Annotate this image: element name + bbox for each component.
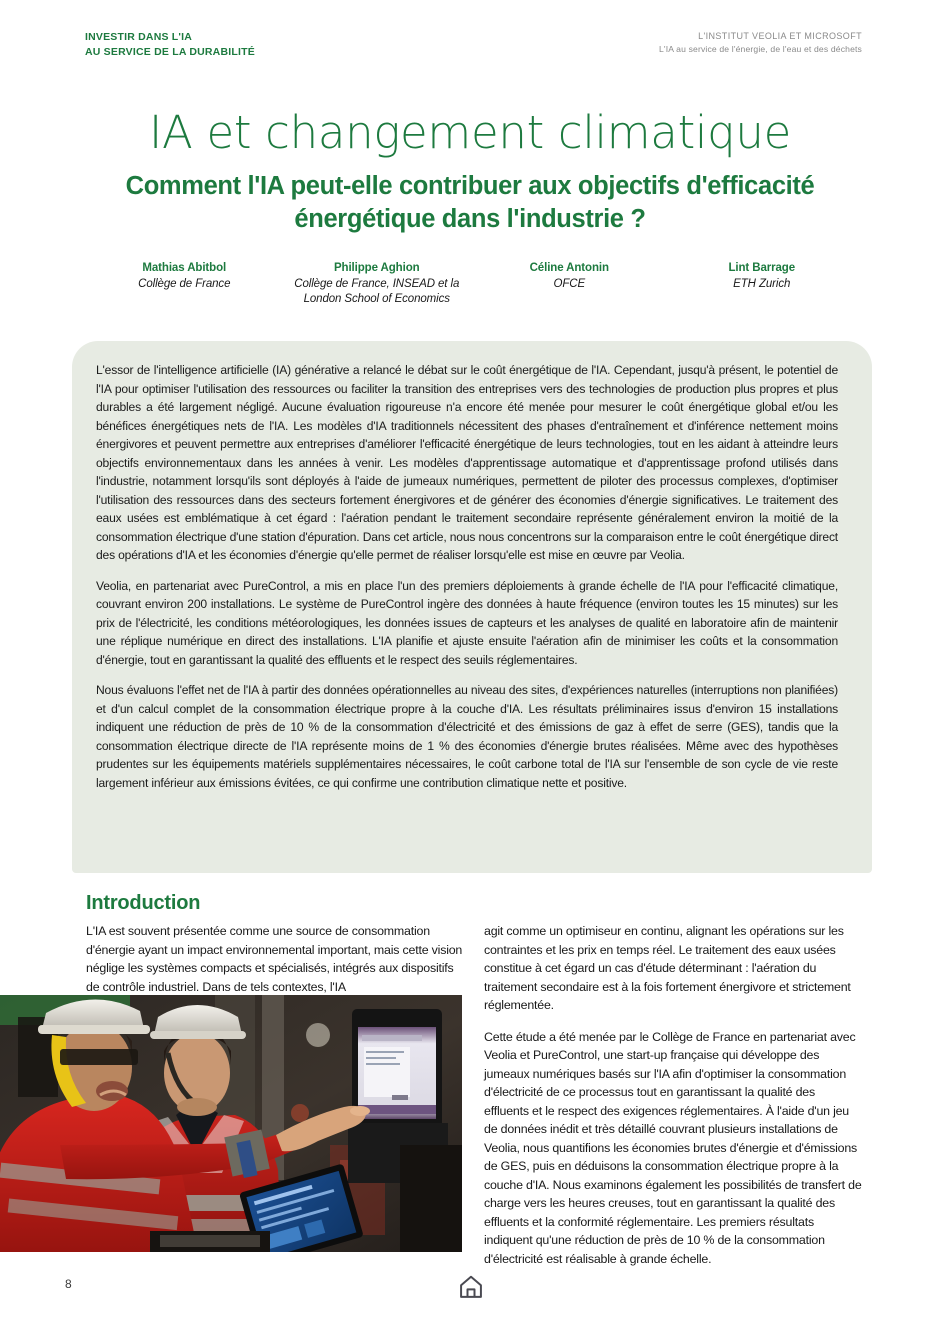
- abstract-paragraph: Nous évaluons l'effet net de l'IA à partir des données opérationnelles au niveau des sites, d'expériences naturelles (interruptions non planifiées) et d'un calcul complet de la consommation électrique propre à la couche d'IA. Les résultats préliminaires issus d'environ 15 installations indiquent une réduction de près de 10 % de la consommation d'électricité et des émissions de gaz à effet de serre (GES), tandis que la consommation électrique directe de l'IA représente moins de 1 % des économies d'énergie brutes réalisées. Même avec des hypothèses prudentes sur les équipements matériels supplémentaires nécessaires, le coût carbone total de l'IA sur l'ensemble de son cycle de vie reste largement inférieur aux émissions évitées, ce qui confirme une contribution climatique nette et positive.: [96, 683, 838, 790]
- header-right-line1: L'INSTITUT VEOLIA ET MICROSOFT: [698, 31, 862, 41]
- abstract-paragraph: Veolia, en partenariat avec PureControl, a mis en place l'un des premiers déploiements à grande échelle de l'IA pour l'efficacité climatique, couvrant environ 200 installations. Le système de PureControl ingère des données à haute fréquence (environ toutes les 15 minutes) sur les prix de l'électricité, les conditions météorologiques, les données issues de capteurs et les analyses de qualité en laboratoire afin de maintenir une réplique numérique en direct des installations. L'IA planifie et ajuste ensuite l'aération afin de minimiser les coûts et la consommation d'énergie, tout en garantissant la qualité des effluents et le respect des seuils réglementaires.: [96, 578, 838, 667]
- intro-paragraph: L'IA est souvent présentée comme une source de consommation d'énergie ayant un impact environnemental important, mais cette vision néglige les systèmes compacts et spécialisés, intégrés aux dispositifs de contrôle industriel. Dans de tels contextes, l'IA: [86, 924, 463, 994]
- industrial-workers-photo: [0, 995, 462, 1252]
- page-number: 8: [65, 1277, 72, 1291]
- intro-column-right: [484, 922, 862, 1281]
- running-header: [0, 30, 940, 70]
- author-list: [88, 261, 858, 307]
- header-right-block: [659, 30, 862, 56]
- section-heading-introduction: Introduction: [86, 892, 201, 914]
- intro-paragraph: agit comme un optimiseur en continu, alignant les opérations sur les contraintes et les prix en temps réel. Le traitement des eaux usées constitue à cet égard un cas d'étude déterminant : l'aération du traitement secondaire est à la fois fortement énergivore et strictement réglementée.: [484, 924, 851, 1012]
- author-affiliation: Collège de France: [138, 278, 231, 290]
- home-icon[interactable]: [457, 1273, 485, 1301]
- author-entry: [473, 261, 666, 292]
- author-entry: [281, 261, 474, 307]
- author-name: Lint Barrage: [728, 262, 796, 274]
- photo-illustration: [0, 995, 462, 1252]
- author-affiliation: OFCE: [553, 278, 586, 290]
- header-right-line2: L'IA au service de l'énergie, de l'eau et des déchets: [658, 44, 862, 54]
- header-left-line2: AU SERVICE DE LA DURABILITÉ: [85, 46, 255, 58]
- author-name: Mathias Abitbol: [142, 262, 227, 274]
- author-entry: [666, 261, 859, 292]
- header-left-block: [85, 30, 255, 60]
- intro-paragraph: Cette étude a été menée par le Collège de France en partenariat avec Veolia et PureControl, une start-up française qui développe des jumeaux numériques basés sur l'IA afin d'optimiser la consommation d'électricité de ce processus tout en garantissant la qualité des effluents et le respect des exigences réglementaires. À l'aide d'un jeu de données inédit et très détaillé couvrant plusieurs installations de Veolia, nous quantifions les économies brutes d'énergie et d'émissions de GES, puis en déduisons la consommation électrique propre à la couche d'IA. Nous examinons également les possibilités de transfert de charge vers les heures creuses, tout en garantissant la qualité des effluents et la conformité réglementaire. Les premiers résultats indiquent qu'une réduction de près de 10 % de la consommation d'électricité est réalisable à grande échelle.: [484, 1029, 862, 1266]
- author-name: Philippe Aghion: [333, 262, 420, 274]
- header-left-line1: INVESTIR DANS L'IA: [85, 31, 193, 43]
- abstract-paragraph: L'essor de l'intelligence artificielle (IA) générative a relancé le débat sur le coût énergétique de l'IA. Cependant, jusqu'à présent, le potentiel de l'IA pour optimiser l'utilisation des ressources ou faciliter la transition des entreprises vers des technologies de production plus propres et plus durables a été largement négligé. Aucune évaluation rigoureuse n'a encore été menée pour mesurer le coût énergétique global et/ou les bénéfices énergétiques nets de l'IA. Les modèles d'IA traditionnels nécessitent des phases d'entraînement et d'inférence nettement moins énergivores et peuvent permettre aux entreprises d'améliorer l'efficacité énergétique de leurs technologies, tout en les aidant à atteindre leurs objectifs environnementaux dans les années à venir. Les modèles d'apprentissage automatique et d'apprentissage profond utilisés dans l'industrie, notamment lorsqu'ils sont déployés à l'aide de jumeaux numériques, permettent de piloter des processus complexes, d'optimiser l'utilisation des ressources dans des secteurs fortement énergivores et de générer des économies d'énergie significatives. Le traitement des eaux usées est emblématique à cet égard : l'aération pendant le traitement secondaire représente généralement environ la moitié de la consommation électrique d'une station d'épuration. Dans cet article, nous nous concentrons sur la comparaison entre le coût énergétique direct des opérations d'IA et les économies d'énergie qu'elle permet de réaliser lorsqu'elle est mise en œuvre par Veolia.: [96, 363, 838, 562]
- page-subtitle: Comment l'IA peut-elle contribuer aux objectifs d'efficacité énergétique dans l'industrie ?: [125, 172, 815, 233]
- page-title: IA et changement climatique: [148, 106, 791, 159]
- author-affiliation: ETH Zurich: [733, 278, 791, 290]
- author-name: Céline Antonin: [529, 262, 609, 274]
- author-entry: [88, 261, 281, 292]
- author-affiliation: Collège de France, INSEAD et la London School of Economics: [294, 278, 460, 305]
- abstract-box: [72, 341, 872, 873]
